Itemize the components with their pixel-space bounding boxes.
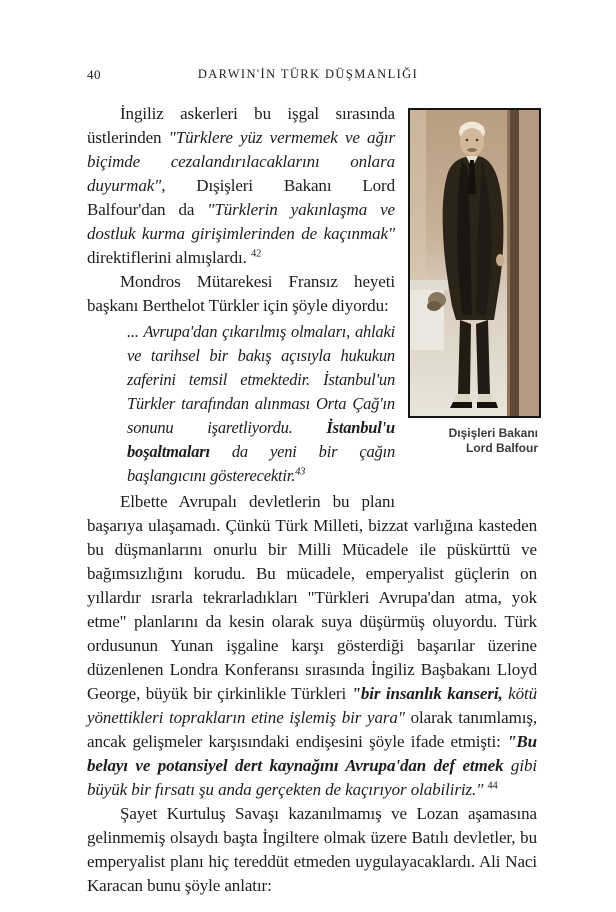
text-run: İngiliz askerleri bu işgal sırasında üstlerinden	[87, 104, 395, 147]
text-run: "Türklerin yakınlaşma ve dostluk kurma girişimlerinden de kaçınmak"	[87, 200, 395, 243]
text-run: kötü yönettikleri toprakların etine işlemiş bir yara"	[87, 684, 537, 727]
text-run: Mondros Mütarekesi Fransız heyeti başkanı Berthelot Türkler için şöyle diyordu:	[87, 272, 395, 315]
lord-balfour-photo	[408, 108, 541, 418]
footnote-reference: 44	[487, 780, 498, 792]
photo-figure	[408, 108, 541, 456]
lord-balfour-photo-illustration	[410, 110, 539, 416]
text-run: ... Avrupa'dan çıkarılmış olmaları, ahlaki ve tarihsel bir bakış açısıyla hukukun zaferini temsil etmektedir. İstanbul'un Türkler tarafından alınması Orta Çağ'ın sonunu işaretliyordu.	[127, 322, 395, 437]
photo-caption-line2: Lord Balfour	[466, 441, 538, 455]
text-run: Şayet Kurtuluş Savaşı kazanılmamış ve Lozan aşamasına gelinmemiş olsaydı başta İngiltere olmak üzere Batılı devletler, bu emperyalist planı hiç tereddüt etmeden uygulayacaklardı. Ali Naci Karacan bunu şöyle anlatır:	[87, 804, 537, 895]
running-header-title: DARWIN'İN TÜRK DÜŞMANLIĞI	[197, 67, 419, 81]
text-run: "Türklere yüz vermemek ve ağır biçimde cezalandırılacaklarını onlara duyurmak"	[87, 128, 396, 195]
page-body	[87, 102, 537, 898]
text-run: gibi büyük bir fırsatı şu anda gerçekten de kaçırıyor olabiliriz."	[87, 756, 537, 799]
paragraph	[87, 802, 537, 898]
photo-caption	[408, 426, 541, 456]
photo-caption-line1: Dışişleri Bakanı	[448, 426, 538, 440]
text-run: direktiflerini almışlardı.	[87, 248, 251, 267]
footnote-reference: 43	[295, 466, 306, 478]
text-run: "bir insanlık kanseri,	[351, 684, 503, 703]
paragraph	[87, 490, 537, 802]
page-number: 40	[87, 67, 101, 82]
text-run: olarak tanımlamış, ancak gelişmeler karşısındaki endişesini şöyle ifade etmişti:	[87, 708, 537, 751]
text-run: Elbette Avrupalı devletlerin bu planı başarıya ulaşamadı. Çünkü Türk Milleti, bizzat varlığına kasteden bu düşmanlarını onurlu bir Milli Mücadele ile püskürttü ve bağımsızlığını korudu. Bu mücadele, emperyalist güçlerin on yıllardır ısrarla tekrarladıkları "Türkleri Avrupa'dan atma, yok etme" planlarını da kesin olarak suya düşürmüş oluyordu. Türk ordusunun Yunan işgaline karşı gösterdiği başarılar üzerine düzenlenen Londra Konferansı sırasında İngiliz Başbakanı Lloyd George, büyük bir çirkinlikle Türkleri	[87, 492, 537, 703]
text-run: da yeni bir çağın başlangıcını gösterecektir.	[127, 442, 395, 485]
text-run: , Dışişleri Bakanı Lord Balfour'dan da	[87, 176, 395, 219]
footnote-reference: 42	[250, 248, 262, 260]
text-run: "Bu belayı ve potansiyel dert kaynağını Avrupa'dan def etmek	[87, 732, 537, 775]
text-run: İstanbul'u boşaltmaları	[127, 418, 395, 461]
